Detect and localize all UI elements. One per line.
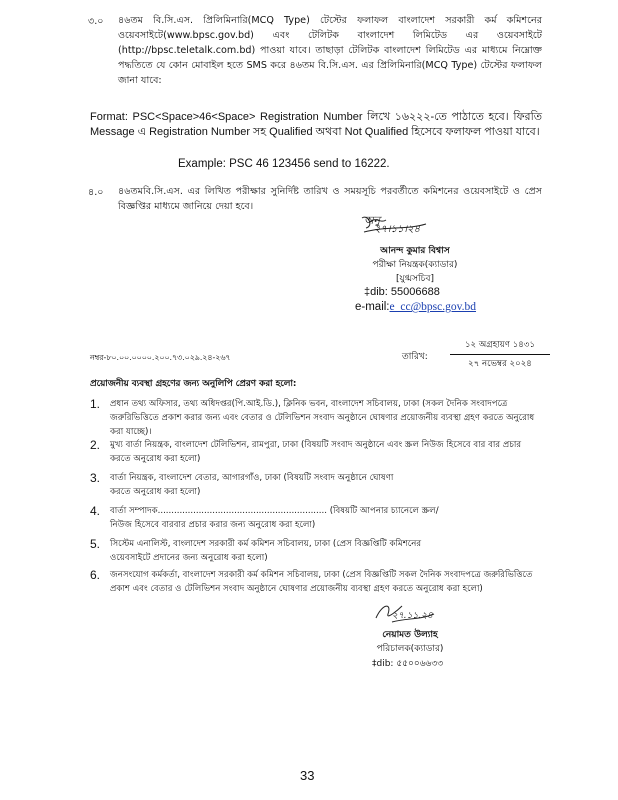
memo-reference: নম্বর-৮০.০০.০০০০.২০০.৭৩.০২৯.২৪-২৬৭ (90, 353, 231, 362)
signature-1-mark (356, 212, 446, 242)
list-item-1-text: প্রধান তথ্য অফিসার, তথ্য অধিদপ্তর(পি.আই.ডি.), ক্লিনিক ভবন, বাংলাদেশ সচিবালয়, ঢাকা (সকল দৈনিক সংবাদপত্রে জরুরিভিত্তিতে প্রকাশ করার জন্য এবং বেতার ও টেলিভিশন সংবাদ অনুষ্ঠানে ঘোষণার প্রয়োজনীয় ব্যবস্থা গ্রহণ করতে অনুরোধ করা যাচ্ছে)। (110, 399, 535, 437)
list-item-6-number: 6. (90, 568, 101, 582)
email-label: e-mail: (355, 301, 390, 313)
distribution-heading: প্রয়োজনীয় ব্যবস্থা গ্রহণের জন্য অনুলিপি প্রেরণ করা হলো: (90, 379, 297, 389)
list-item-2-text: মুখ্য বার্তা নিয়ন্ত্রক, বাংলাদেশ টেলিভিশন, রামপুরা, ঢাকা (বিষয়টি সংবাদ অনুষ্ঠানে এবং স্ক্রল নিউজ হিসেবে বার বার প্রচার করতে অনুরোধ করা হলো) (110, 440, 522, 464)
list-item-6-text: জনসংযোগ কর্মকর্তা, বাংলাদেশ সরকারী কর্ম কমিশন সচিবালয়, ঢাকা (প্রেস বিজ্ঞপ্তিটি সকল দৈনিক সংবাদপত্রে জরুরিভিত্তিতে প্রকাশ এবং বেতার ও টেলিভিশন সংবাদ অনুষ্ঠানে ঘোষণার প্রয়োজনীয় ব্যবস্থা গ্রহণ করতে অনুরোধ করা হলো) (110, 570, 533, 594)
section-4-text: ৪৬তমবি.সি.এস. এর লিখিত পরীক্ষার সুনির্দিষ্ট তারিখ ও সময়সূচি পরবর্তীতে কমিশনের ওয়েবসাইটে ও প্রেস বিজ্ঞপ্তির মাধ্যমে জানিয়ে দেয়া হবে। (118, 186, 542, 212)
list-item-1-number: 1. (90, 397, 101, 411)
memo-date-bangla: ১২ অগ্রহায়ণ ১৪৩১ (450, 338, 550, 355)
signature-2-phone: ‡dib: ৫৫০০৬৬৩৩ (372, 659, 444, 669)
list-item-5-text: সিস্টেম এনালিস্ট, বাংলাদেশ সরকারী কর্ম কমিশন সচিবালয়, ঢাকা (প্রেস বিজ্ঞপ্তিটি কমিশনের ওয়েবসাইটে প্রদানের জন্য অনুরোধ করা হলো) (110, 539, 422, 563)
signature-1-title: পরীক্ষা নিয়ন্ত্রক(ক্যাডার) (372, 260, 458, 270)
section-4-number: ৪.০ (88, 187, 104, 198)
signature-2-mark (372, 600, 442, 626)
memo-date-english: ২৭ নভেম্বর ২০২৪ (468, 359, 532, 369)
signature-1-email-row (355, 300, 476, 315)
signature-1-name: আনন্দ কুমার বিশ্বাস (380, 246, 450, 256)
sms-example: Example: PSC 46 123456 send to 16222. (178, 158, 390, 170)
list-item-3-text: বার্তা নিয়ন্ত্রক, বাংলাদেশ বেতার, আগারগাঁও, ঢাকা (বিষয়টি সংবাদ অনুষ্ঠানে ঘোষণা করতে অনুরোধ করা হলো) (110, 473, 394, 497)
signature-2-name: নেয়ামত উল্যাহ (382, 630, 438, 640)
email-link[interactable]: e_cc@bpsc.gov.bd (389, 301, 477, 313)
memo-date-block (450, 338, 550, 371)
section-3-text: ৪৬তম বি.সি.এস. প্রিলিমিনারি(MCQ Type) টেস্টের ফলাফল বাংলাদেশ সরকারী কর্ম কমিশনের ওয়েবসাইটে(www.bpsc.gov.bd) এবং টেলিটক বাংলাদেশ লিমিটেড এর ওয়েবসাইটে (http://bpsc.teletalk.com.bd) পাওয়া যাবে। তাছাড়া টেলিটক বাংলাদেশ লিমিটেড এর মাধ্যমে নিম্নোক্ত পদ্ধতিতে যে কোন মোবাইল হতে SMS করে ৪৬তম বি.সি.এস. এর প্রিলিমিনারি(MCQ Type) টেস্টের ফলাফল জানা যাবে: (118, 15, 542, 86)
list-item-2-number: 2. (90, 438, 101, 452)
page-number: 33 (300, 768, 315, 783)
list-item-5-number: 5. (90, 537, 101, 551)
list-item-3-number: 3. (90, 471, 101, 485)
memo-date-label: তারিখ: (402, 352, 428, 362)
list-item-4-number: 4. (90, 504, 101, 518)
signature-2-date: ২৭.১১.২৪ (392, 611, 433, 621)
signature-1-date: ২৭।১১।২৪ (374, 224, 421, 235)
signature-1-phone: ‡dib: 55006688 (364, 286, 440, 298)
list-item-4-text: বার্তা সম্পাদক.............................................................. (বিষয়টি আপনার চ্যানেলে স্ক্রল/নিউজ হিসেবে বারবার প্রচার করার জন্য অনুরোধ করা হলো) (110, 506, 439, 530)
signature-1-subtitle: [যুগ্মসচিব] (395, 274, 435, 284)
signature-1-scribble: অনু (364, 214, 381, 227)
sms-format-text: Format: PSC<Space>46<Space> Registration Number লিখে ১৬২২২-তে পাঠাতে হবে। ফিরতি Message এ Registration Number সহ Qualified অথবা Not Qualified হিসেবে ফলাফল পাওয়া যাবে। (90, 111, 542, 138)
section-3-number: ৩.০ (88, 16, 104, 27)
signature-2-title: পরিচালক(ক্যাডার) (376, 644, 444, 654)
